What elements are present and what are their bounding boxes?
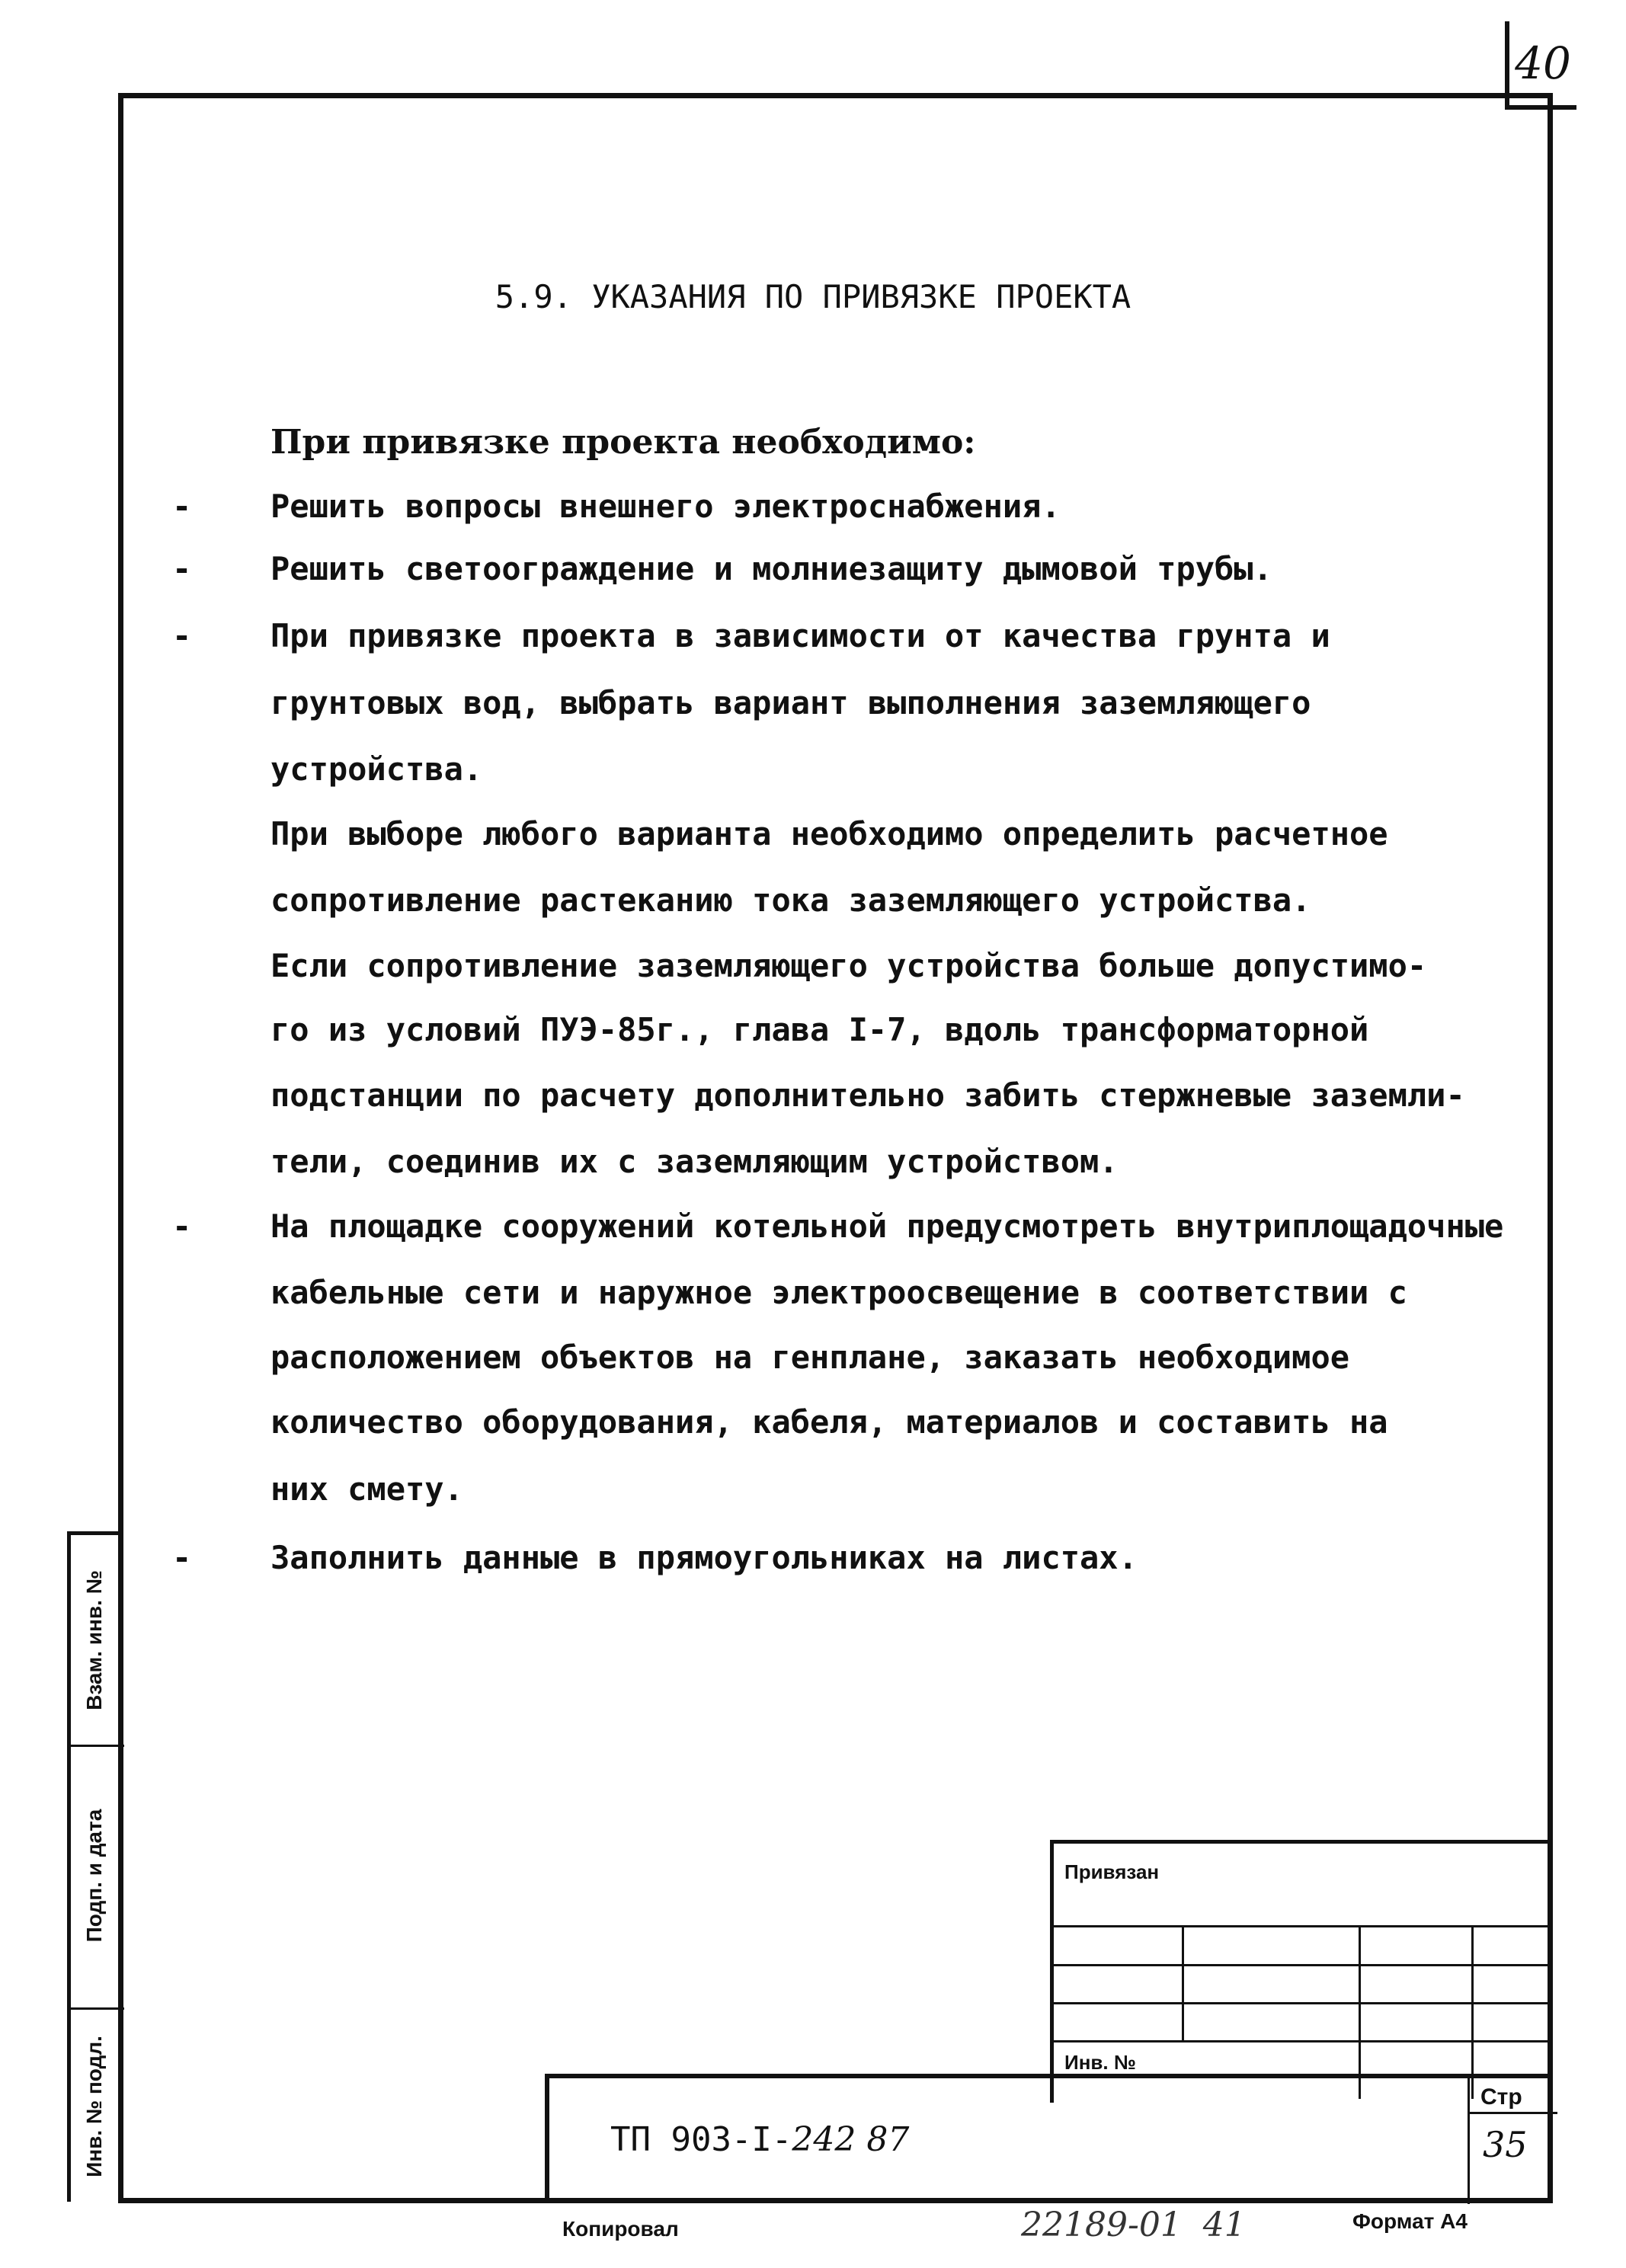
list-dash: - bbox=[172, 550, 192, 587]
binding-stamp bbox=[1050, 1840, 1553, 2103]
body-line: тели, соединив их с заземляющим устройством. bbox=[270, 1143, 1119, 1180]
body-line: Заполнить данные в прямоугольниках на листах. bbox=[270, 1539, 1138, 1576]
body-line: расположением объектов на генплане, заказать необходимое bbox=[270, 1339, 1350, 1376]
body-line: При привязке проекта в зависимости от качества грунта и bbox=[270, 617, 1330, 654]
side-label-vzam-inv: Взам. инв. № bbox=[82, 1570, 106, 1710]
side-label-inv-podl: Инв. № подл. bbox=[82, 2036, 106, 2177]
intro-text: При привязке проекта необходимо: bbox=[270, 423, 976, 462]
sheet-number: 40 bbox=[1505, 21, 1576, 110]
list-dash: - bbox=[172, 1539, 192, 1576]
list-dash: - bbox=[172, 488, 192, 525]
body-line: кабельные сети и наружное электроосвещение в соответствии с bbox=[270, 1274, 1407, 1311]
body-line: подстанции по расчету дополнительно забить стержневые заземли- bbox=[270, 1076, 1465, 1114]
footer-format: Формат А4 bbox=[1352, 2209, 1468, 2233]
page-value: 35 bbox=[1483, 2124, 1528, 2165]
title-block bbox=[545, 2074, 1553, 2199]
binding-stamp-label: Привязан bbox=[1064, 1860, 1160, 1883]
footer-stamp-number: 22189-01 41 bbox=[1021, 2206, 1246, 2244]
body-line: При выборе любого варианта необходимо определить расчетное bbox=[270, 815, 1388, 852]
side-label-podp-data: Подп. и дата bbox=[82, 1809, 106, 1943]
designation-handwritten: 242 87 bbox=[792, 2120, 910, 2159]
body-line: сопротивление растеканию тока заземляющего устройства. bbox=[270, 881, 1311, 919]
body-line: На площадке сооружений котельной предусмотреть внутриплощадочные bbox=[270, 1208, 1504, 1245]
page-label: Стр bbox=[1480, 2084, 1522, 2110]
body-line: Решить светоограждение и молниезащиту дымовой трубы. bbox=[270, 550, 1272, 587]
section-title: 5.9. УКАЗАНИЯ ПО ПРИВЯЗКЕ ПРОЕКТА bbox=[495, 278, 1131, 315]
body-line: го из условий ПУЭ-85г., глава I-7, вдоль трансформаторной bbox=[270, 1011, 1369, 1048]
body-line: устройства. bbox=[270, 750, 483, 788]
body-line: Решить вопросы внешнего электроснабжения. bbox=[270, 488, 1061, 525]
side-stamp bbox=[67, 1531, 120, 2202]
footer-copied: Копировал bbox=[562, 2217, 679, 2241]
body-line: количество оборудования, кабеля, материалов и составить на bbox=[270, 1403, 1388, 1441]
list-dash: - bbox=[172, 617, 192, 654]
body-line: грунтовых вод, выбрать вариант выполнения заземляющего bbox=[270, 684, 1311, 721]
body-line: них смету. bbox=[270, 1470, 463, 1508]
list-dash: - bbox=[172, 1208, 192, 1245]
designation bbox=[610, 2120, 909, 2159]
designation-printed: ТП 903-I- bbox=[610, 2120, 792, 2159]
body-line: Если сопротивление заземляющего устройства больше допустимо- bbox=[270, 947, 1427, 984]
binding-stamp-inv-label: Инв. № bbox=[1064, 2051, 1136, 2074]
